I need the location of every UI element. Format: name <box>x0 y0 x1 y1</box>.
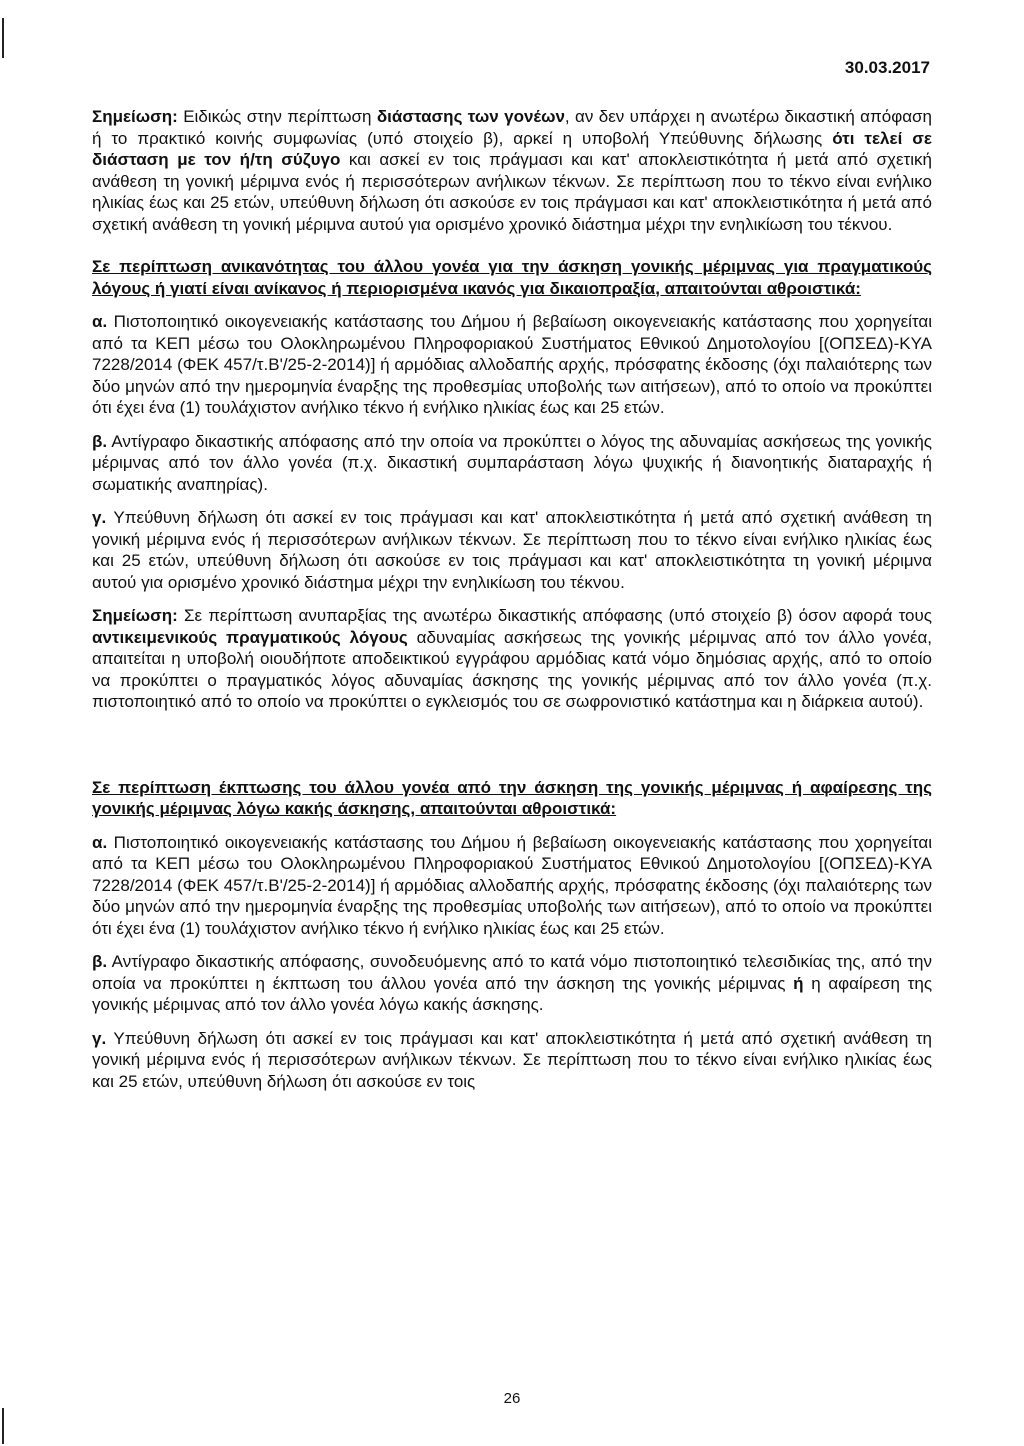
item-label: β. <box>92 431 108 451</box>
note-text: αδυναμίας ασκήσεως της γονικής μέριμνας από τον άλλο γονέα, απαιτείται η υποβολή οιουδήποτε αποδεικτικού εγγράφου αρμόδιας κατά νόμο δημόσιας αρχής, από το οποίο να προκύπτει ο πραγματικός λόγος αδυναμίας άσκησης της γονικής μέριμνας από τον άλλο γονέα (π.χ. πιστοποιητικό από το οποίο να προκύπτει ο εγκλεισμός του σε σωφρονιστικό κατάστημα και η διάρκεια αυτού). <box>92 627 932 711</box>
section-heading: Σε περίπτωση έκπτωσης του άλλου γονέα από την άσκηση της γονικής μέριμνας ή αφαίρεσης της γονικής μέριμνας λόγω κακής άσκησης, απαιτούνται αθροιστικά: <box>92 777 932 818</box>
note-label: Σημείωση: <box>92 606 178 625</box>
note-text: Ειδικώς στην περίπτωση <box>177 107 377 126</box>
list-item <box>92 431 932 496</box>
item-label: β. <box>92 952 108 971</box>
note-bold-text: ότι τελεί σε διάσταση με τον ή/τη σύζυγο <box>92 128 932 169</box>
list-item <box>92 311 932 419</box>
item-text: Αντίγραφο δικαστικής απόφασης από την οποία να προκύπτει ο λόγος της αδυναμίας ασκήσεως της γονικής μέριμνας από τον άλλο γονέα (π.χ. δικαστική συμπαράσταση λόγω ψυχικής ή διανοητικής διαταραχής ή σωματικής αναπηρίας). <box>92 431 932 494</box>
page-number: 26 <box>503 1390 521 1407</box>
item-bold-text: ή <box>793 973 804 993</box>
note-bold-text: διάστασης των γονέων <box>376 107 565 126</box>
item-label: α. <box>92 312 108 331</box>
list-item <box>92 951 932 1016</box>
item-text: Υπεύθυνη δήλωση ότι ασκεί εν τοις πράγμασι και κατ' αποκλειστικότητα ή μετά από σχετική ανάθεση τη γονική μέριμνα ενός ή περισσότερων ανήλικων τέκνων. Σε περίπτωση που το τέκνο είναι ενήλικο ηλικίας έως και 25 ετών, υπεύθυνη δήλωση ότι ασκούσε εν τοις πράγμασι και κατ' αποκλειστικότητα τη γονική μέριμνα αυτού για ορισμένο χρονικό διάστημα μέχρι την ενηλικίωση του τέκνου. <box>92 508 932 592</box>
item-text: Υπεύθυνη δήλωση ότι ασκεί εν τοις πράγμασι και κατ' αποκλειστικότητα ή μετά από σχετική ανάθεση τη γονική μέριμνα ενός ή περισσότερων ανήλικων τέκνων. Σε περίπτωση που το τέκνο είναι ενήλικο ηλικίας έως και 25 ετών, υπεύθυνη δήλωση ότι ασκούσε εν τοις <box>92 1028 932 1091</box>
note-text: , αν δεν υπάρχει η ανωτέρω δικαστική απόφαση ή το πρακτικό κοινής συμφωνίας (υπό στοιχείο β), αρκεί η υποβολή Υπεύθυνης δήλωσης <box>92 107 932 148</box>
item-label: α. <box>92 832 108 852</box>
document-body <box>92 106 932 1104</box>
note-text: και ασκεί εν τοις πράγμασι και κατ' αποκλειστικότητα ή μετά από σχετική ανάθεση τη γονική μέριμνα ενός ή περισσότερων ανήλικων τέκνων. Σε περίπτωση που το τέκνο είναι ενήλικο ηλικίας έως και 25 ετών, υπεύθυνη δήλωση ότι ασκούσε εν τοις πράγμασι και κατ' αποκλειστικότητα ή μετά από σχετική ανάθεση τη γονική μέριμνα αυτού για ορισμένο χρονικό διάστημα μέχρι την ενηλικίωση του τέκνου. <box>92 150 932 234</box>
note-paragraph <box>92 605 932 713</box>
item-label: γ. <box>92 1028 107 1048</box>
note-bold-text: αντικειμενικούς πραγματικούς λόγους <box>92 627 408 647</box>
item-text: Πιστοποιητικό οικογενειακής κατάστασης του Δήμου ή βεβαίωση οικογενειακής κατάστασης που χορηγείται από τα ΚΕΠ μέσω του Ολοκληρωμένου Πληροφοριακού Συστήματος Εθνικού Δημοτολογίου [(ΟΠΣΕΔ)-ΚΥΑ 7228/2014 (ΦΕΚ 457/τ.Β'/25-2-2014)] ή αρμόδιας αλλοδαπής αρχής, πρόσφατης έκδοσης (όχι παλαιότερης των δύο μηνών από την ημερομηνία έναρξης της προθεσμίας υποβολής των αιτήσεων), από το οποίο να προκύπτει ότι έχει ένα (1) τουλάχιστον ανήλικο τέκνο ή ενήλικο ηλικίας έως και 25 ετών. <box>92 312 932 417</box>
note-paragraph <box>92 106 932 235</box>
list-item <box>92 507 932 593</box>
item-text: Αντίγραφο δικαστικής απόφασης, συνοδευόμενης από το κατά νόμο πιστοποιητικό τελεσιδικίας της, από την οποία να προκύπτει η έκπτωση του άλλου γονέα από την άσκηση της γονικής μέριμνας <box>92 952 932 993</box>
item-text: Πιστοποιητικό οικογενειακής κατάστασης του Δήμου ή βεβαίωση οικογενειακής κατάστασης που χορηγείται από τα ΚΕΠ μέσω του Ολοκληρωμένου Πληροφοριακού Συστήματος Εθνικού Δημοτολογίου [(ΟΠΣΕΔ)-ΚΥΑ 7228/2014 (ΦΕΚ 457/τ.Β'/25-2-2014)] ή αρμόδιας αλλοδαπής αρχής, πρόσφατης έκδοσης (όχι παλαιότερης των δύο μηνών από την ημερομηνία έναρξης της προθεσμίας υποβολής των αιτήσεων), από το οποίο να προκύπτει ότι έχει ένα (1) τουλάχιστον ανήλικο τέκνο ή ενήλικο ηλικίας έως και 25 ετών. <box>92 832 932 938</box>
list-item <box>92 832 932 940</box>
item-text: η αφαίρεση της γονικής μέριμνας από τον άλλο γονέα λόγω κακής άσκησης. <box>92 973 933 1014</box>
document-date: 30.03.2017 <box>844 58 930 77</box>
note-label: Σημείωση: <box>92 107 178 126</box>
section-heading: Σε περίπτωση ανικανότητας του άλλου γονέα για την άσκηση γονικής μέριμνας για πραγματικούς λόγους ή γιατί είναι ανίκανος ή περιορισμένα ικανός για δικαιοπραξία, απαιτούνται αθροιστικά: <box>92 257 932 298</box>
note-text: Σε περίπτωση ανυπαρξίας της ανωτέρω δικαστικής απόφασης (υπό στοιχείο β) όσον αφορά τους <box>177 606 932 625</box>
item-label: γ. <box>92 508 107 527</box>
scan-edge-mark <box>2 1408 4 1444</box>
list-item <box>92 1028 932 1093</box>
spacer <box>92 725 932 777</box>
scan-edge-mark <box>2 18 4 58</box>
